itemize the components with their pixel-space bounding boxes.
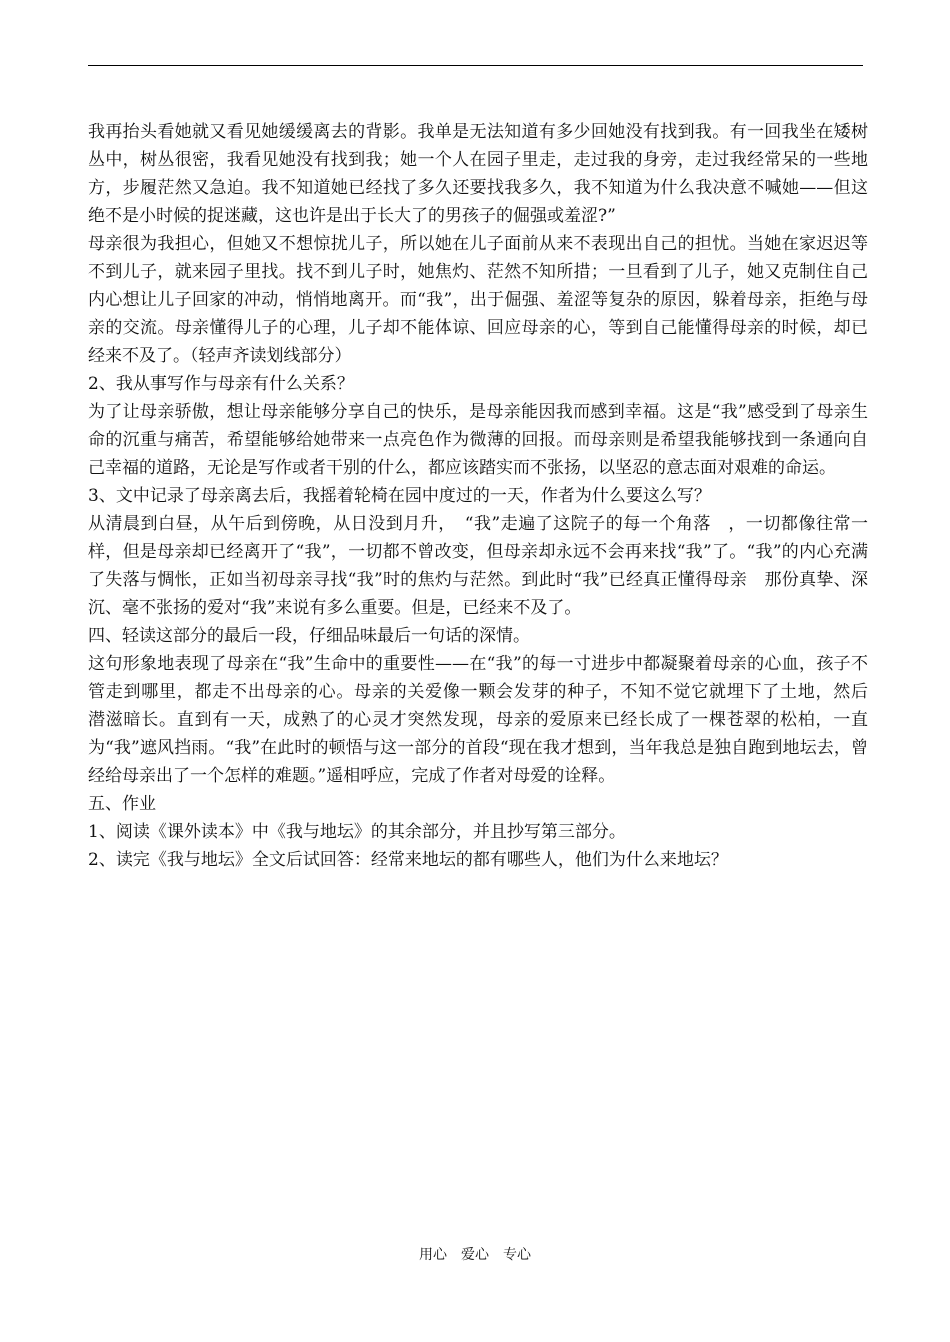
- paragraph: 从清晨到白昼，从午后到傍晚，从日没到月升， “我”走遍了这院子的每一个角落 ，一切都像往常一样，但是母亲却已经离开了“我”，一切都不曾改变，但母亲却永远不会再来找“我”了。“我”的内心充满了失落与惆怅，正如当初母亲寻找“我”时的焦灼与茫然。到此时“我”已经真正懂得母亲 那份真挚、深沉、毫不张扬的爱对“我”来说有多么重要。但是，已经来不及了。: [88, 514, 868, 618]
- section-heading: 五、作业: [88, 794, 156, 814]
- document-body: [88, 118, 885, 874]
- section-heading: 四、轻读这部分的最后一段，仔细品味最后一句话的深情。: [88, 626, 530, 646]
- header-rule: [88, 65, 863, 66]
- homework-item: 2、读完《我与地坛》全文后试回答：经常来地坛的都有哪些人，他们为什么来地坛？: [88, 850, 728, 870]
- paragraph: 为了让母亲骄傲，想让母亲能够分享自己的快乐，是母亲能因我而感到幸福。这是“我”感受到了母亲生命的沉重与痛苦，希望能够给她带来一点亮色作为微薄的回报。而母亲则是希望我能够找到一条通向自己幸福的道路，无论是写作或者干别的什么，都应该踏实而不张扬，以坚忍的意志面对艰难的命运。: [88, 402, 868, 478]
- paragraph: 这句形象地表现了母亲在“我”生命中的重要性——在“我”的每一寸进步中都凝聚着母亲的心血，孩子不管走到哪里，都走不出母亲的心。母亲的关爱像一颗会发芽的种子，不知不觉它就埋下了土地，然后 潜滋暗长。直到有一天，成熟了的心灵才突然发现，母亲的爱原来已经长成了一棵苍翠的松柏，一直为“我”遮风挡雨。“我”在此时的顿悟与这一部分的首段“现在我才想到，当年我总是独自跑到地坛去，曾经给母亲出了一个怎样的难题。”遥相呼应，完成了作者对母爱的诠释。: [88, 654, 885, 786]
- page-footer: 用心 爱心 专心: [419, 1247, 531, 1263]
- paragraph: 我再抬头看她就又看见她缓缓离去的背影。我单是无法知道有多少回她没有找到我。有一回我坐在矮树丛中，树丛很密，我看见她没有找到我；她一个人在园子里走，走过我的身旁，走过我经常呆的一些地方，步履茫然又急迫。我不知道她已经找了多久还要找我多久，我不知道为什么我决意不喊她——但这绝不是小时候的捉迷藏，这也许是出于长大了的男孩子的倔强或羞涩?”: [88, 122, 868, 226]
- homework-item: 1、阅读《课外读本》中《我与地坛》的其余部分，并且抄写第三部分。: [88, 822, 626, 842]
- paragraph: 母亲很为我担心，但她又不想惊扰儿子，所以她在儿子面前从来不表现出自己的担忧。当她在家迟迟等不到儿子，就来园子里找。找不到儿子时，她焦灼、茫然不知所措；一旦看到了儿子，她又克制住自己内心想让儿子回家的冲动，悄悄地离开。而“我”，出于倔强、羞涩等复杂的原因，躲着母亲，拒绝与母亲的交流。母亲懂得儿子的心理，儿子却不能体谅、回应母亲的心，等到自己能懂得母亲的时候，却已经来不及了。（轻声齐读划线部分）: [88, 234, 868, 366]
- question-heading: 3、文中记录了母亲离去后，我摇着轮椅在园中度过的一天，作者为什么要这么写？: [88, 486, 711, 506]
- question-heading: 2、我从事写作与母亲有什么关系？: [88, 374, 354, 394]
